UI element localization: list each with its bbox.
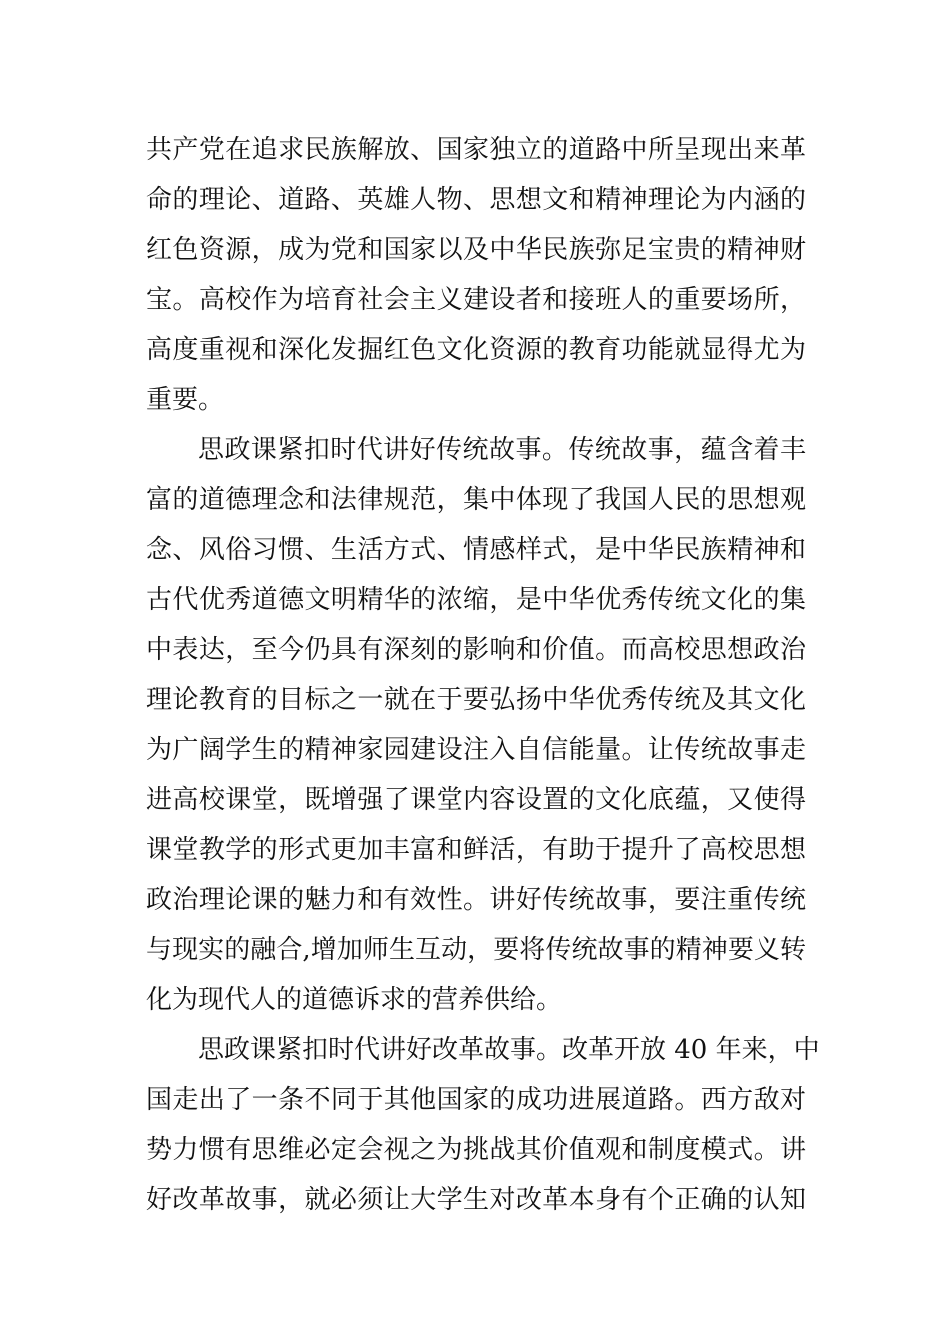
text-line: 进高校课堂，既增强了课堂内容设置的文化底蕴，又使得 (146, 785, 806, 815)
text-line: 重要。 (146, 385, 225, 415)
text-line: 为广阔学生的精神家园建设注入自信能量。让传统故事走 (146, 735, 806, 765)
text-line: 宝。高校作为培育社会主义建设者和接班人的重要场所， (146, 285, 806, 315)
text-line: 政治理论课的魅力和有效性。讲好传统故事，要注重传统 (146, 885, 806, 915)
paragraph-first-line: 思政课紧扣时代讲好改革故事。改革开放 40 年来，中 (198, 1035, 820, 1065)
text-line: 化为现代人的道德诉求的营养供给。 (146, 985, 563, 1015)
text-line: 课堂教学的形式更加丰富和鲜活，有助于提升了高校思想 (146, 835, 806, 865)
text-line: 势力惯有思维必定会视之为挑战其价值观和制度模式。讲 (146, 1135, 806, 1165)
text-line: 高度重视和深化发掘红色文化资源的教育功能就显得尤为 (146, 335, 806, 365)
text-line: 富的道德理念和法律规范，集中体现了我国人民的思想观 (146, 485, 806, 515)
text-line: 中表达，至今仍具有深刻的影响和价值。而高校思想政治 (146, 635, 806, 665)
text-line: 好改革故事，就必须让大学生对改革本身有个正确的认知 (146, 1185, 806, 1215)
text-line: 红色资源，成为党和国家以及中华民族弥足宝贵的精神财 (146, 235, 806, 265)
text-line: 命的理论、道路、英雄人物、思想文和精神理论为内涵的 (146, 185, 806, 215)
text-line: 古代优秀道德文明精华的浓缩，是中华优秀传统文化的集 (146, 585, 806, 615)
text-line: 理论教育的目标之一就在于要弘扬中华优秀传统及其文化 (146, 685, 806, 715)
text-line: 共产党在追求民族解放、国家独立的道路中所呈现出来革 (146, 135, 806, 165)
text-line: 与现实的融合,增加师生互动，要将传统故事的精神要义转 (146, 935, 806, 965)
text-line: 国走出了一条不同于其他国家的成功进展道路。西方敌对 (146, 1085, 806, 1115)
text-line: 念、风俗习惯、生活方式、情感样式，是中华民族精神和 (146, 535, 806, 565)
paragraph-first-line: 思政课紧扣时代讲好传统故事。传统故事，蕴含着丰 (198, 435, 806, 465)
